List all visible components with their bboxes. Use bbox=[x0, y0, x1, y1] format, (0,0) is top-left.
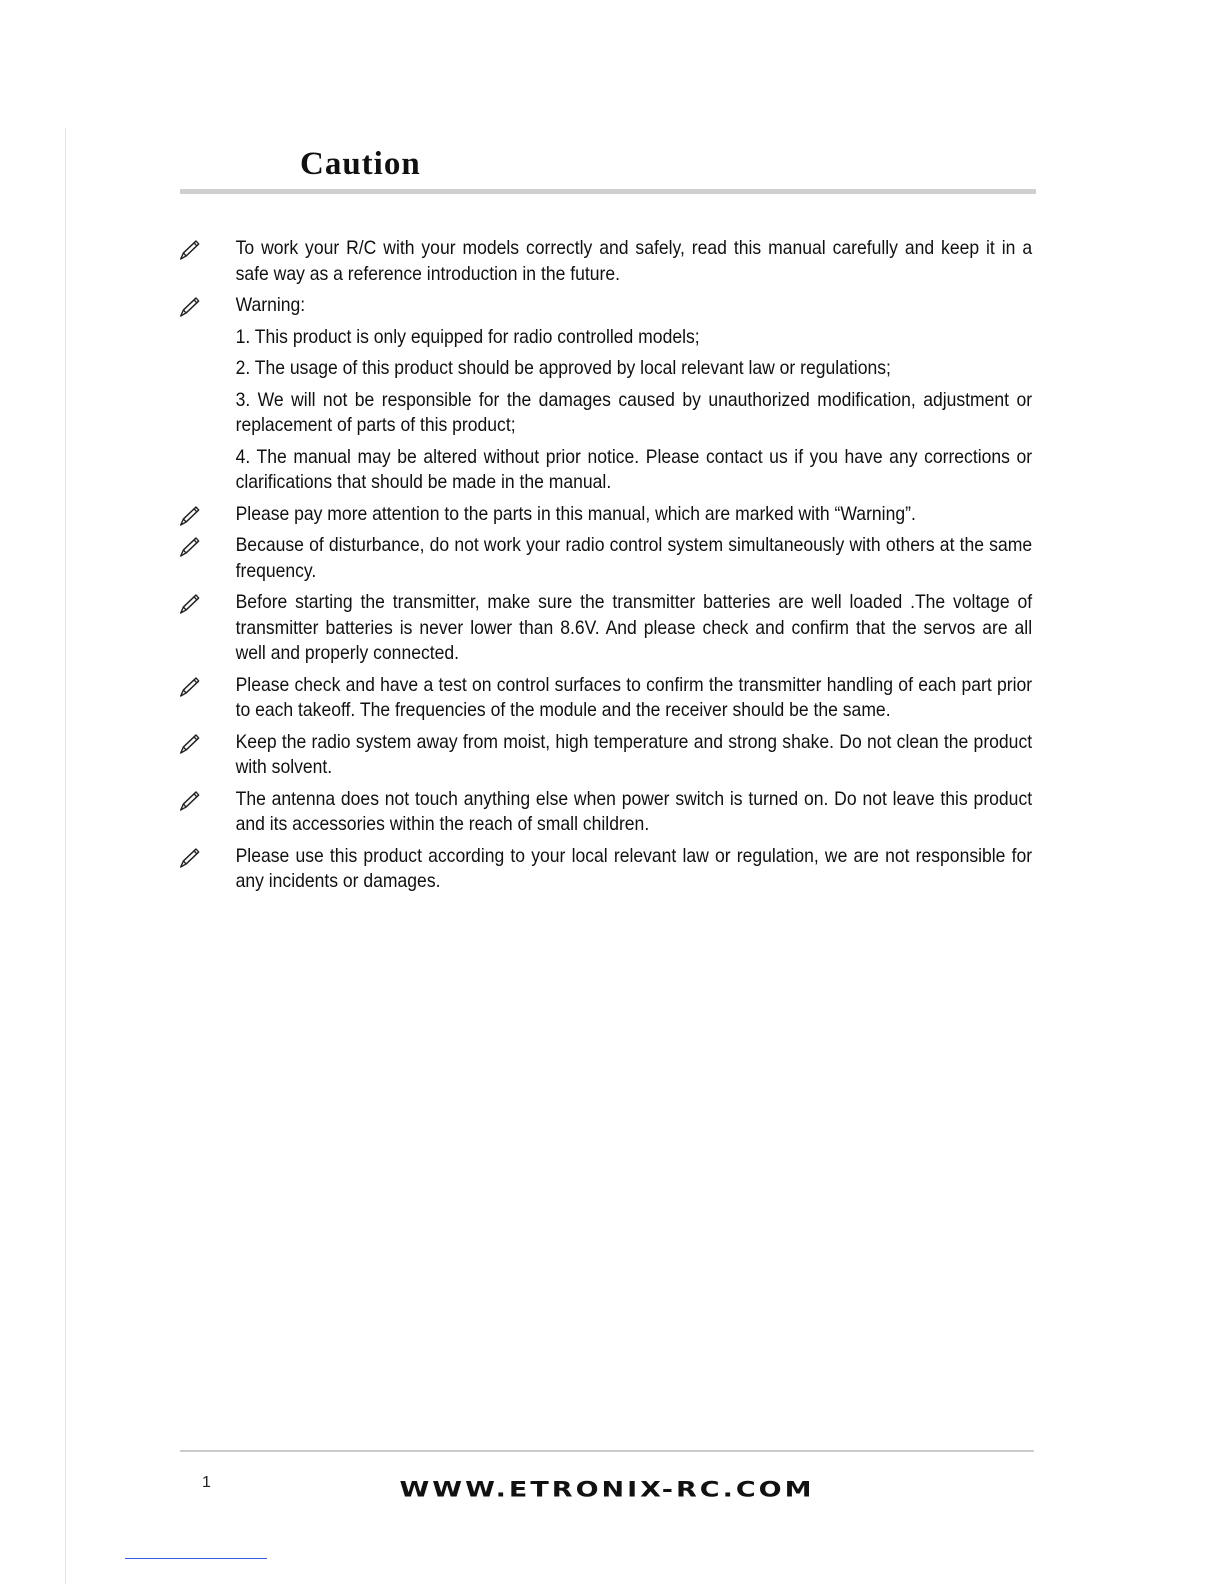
pencil-icon bbox=[178, 733, 201, 755]
list-item bbox=[178, 293, 1032, 319]
list-item bbox=[178, 673, 1032, 724]
page-number: 1 bbox=[202, 1474, 211, 1491]
list-item bbox=[178, 590, 1032, 667]
footer-divider bbox=[180, 1450, 1034, 1452]
pencil-icon bbox=[178, 239, 201, 261]
title-divider bbox=[180, 189, 1036, 194]
list-item-text: To work your R/C with your models correctly and safely, read this manual carefully and keep it in a safe way as a reference introduction in the future. bbox=[235, 237, 1033, 285]
warning-item: 4. The manual may be altered without prior notice. Please contact us if you have any corrections or clarifications that should be made in the manual. bbox=[235, 445, 1033, 493]
page-title: Caution bbox=[300, 146, 421, 182]
pencil-icon bbox=[178, 536, 201, 558]
list-item-text: Please pay more attention to the parts in this manual, which are marked with “Warning”. bbox=[235, 502, 916, 525]
caution-list bbox=[178, 236, 1032, 901]
list-item-text: Before starting the transmitter, make sure the transmitter batteries are well loaded .The voltage of transmitter batteries is never lower than 8.6V. And please check and confirm that the servos are all well and properly connected. bbox=[235, 591, 1033, 664]
list-item bbox=[178, 730, 1032, 781]
pencil-icon bbox=[178, 296, 201, 318]
list-item bbox=[178, 236, 1032, 287]
list-item bbox=[178, 787, 1032, 838]
link-underline bbox=[125, 1558, 267, 1559]
list-item-text: Because of disturbance, do not work your radio control system simultaneously with others at the same frequency. bbox=[235, 534, 1033, 582]
pencil-icon bbox=[178, 847, 201, 869]
pencil-icon bbox=[178, 505, 201, 527]
list-item bbox=[178, 502, 1032, 528]
pencil-icon bbox=[178, 593, 201, 615]
warning-item: 3. We will not be responsible for the damages caused by unauthorized modification, adjustment or replacement of parts of this product; bbox=[235, 388, 1033, 436]
pencil-icon bbox=[178, 790, 201, 812]
list-item bbox=[178, 533, 1032, 584]
list-item-text: Please check and have a test on control surfaces to confirm the transmitter handling of each part prior to each takeoff. The frequencies of the module and the receiver should be the same. bbox=[235, 673, 1033, 721]
list-item bbox=[178, 844, 1032, 895]
warning-item: 1. This product is only equipped for radio controlled models; bbox=[235, 325, 700, 348]
pencil-icon bbox=[178, 676, 201, 698]
warning-item: 2. The usage of this product should be approved by local relevant law or regulations; bbox=[235, 357, 891, 379]
list-item-text: Keep the radio system away from moist, high temperature and strong shake. Do not clean the product with solvent. bbox=[235, 730, 1033, 778]
page-left-edge bbox=[65, 128, 66, 1584]
footer-website: WWW.ETRONIX-RC.COM bbox=[399, 1477, 815, 1502]
list-item-text: The antenna does not touch anything else when power switch is turned on. Do not leave this product and its accessories within the reach of small children. bbox=[235, 787, 1033, 835]
list-item-text: Please use this product according to your local relevant law or regulation, we are not responsible for any incidents or damages. bbox=[235, 844, 1033, 892]
warning-heading: Warning: bbox=[235, 294, 306, 316]
